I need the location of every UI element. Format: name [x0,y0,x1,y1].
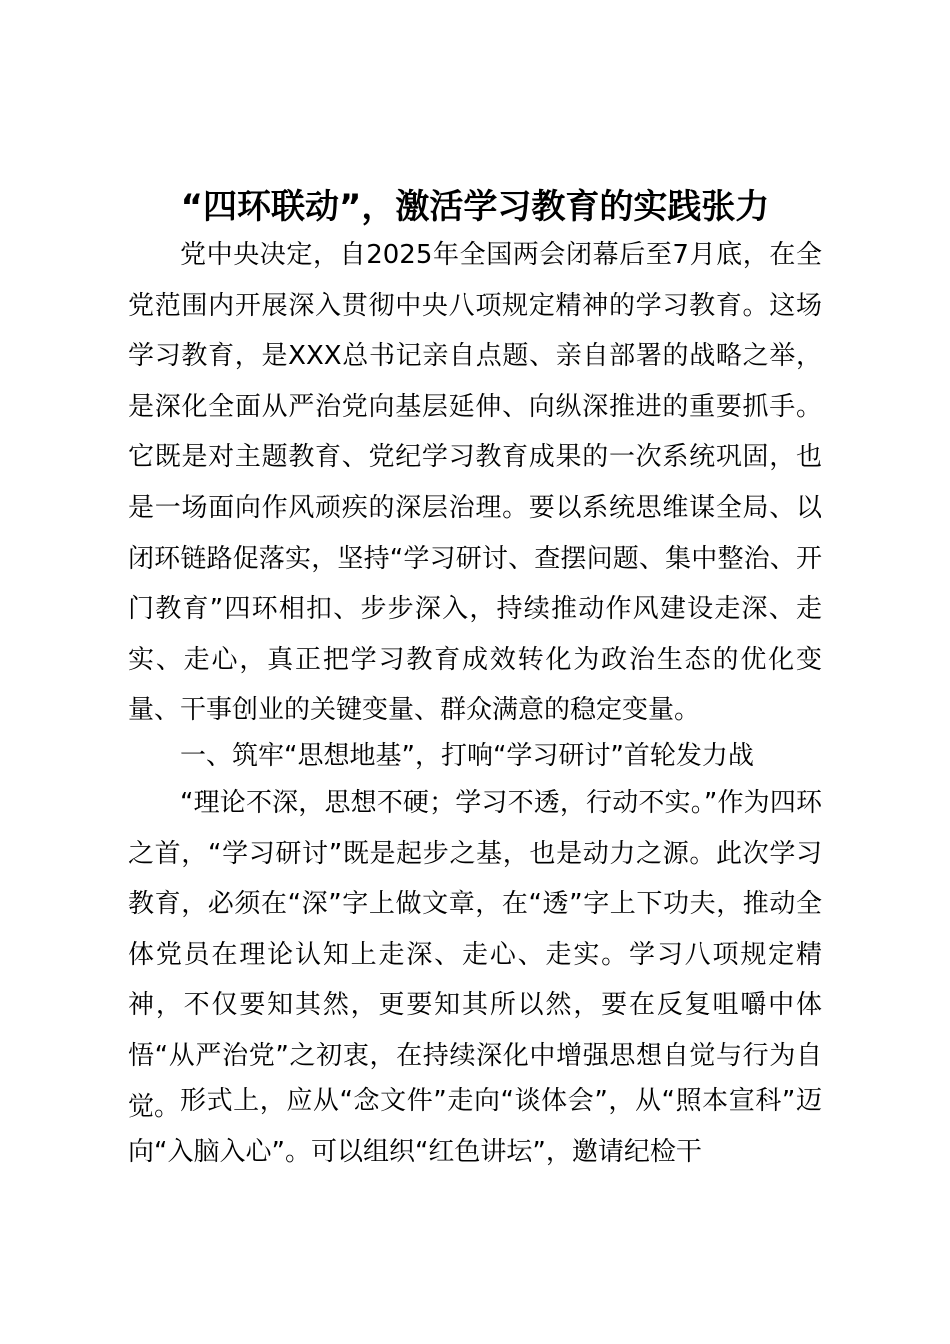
paragraph-intro: 党中央决定，自2025年全国两会闭幕后至7月底，在全党范围内开展深入贯彻中央八项规定精神的学习教育。这场学习教育，是XXX总书记亲自点题、亲自部署的战略之举，是深化全面从严治党向基层延伸、向纵深推进的重要抓手。它既是对主题教育、党纪学习教育成果的一次系统巩固，也是一场面向作风顽疾的深层治理。要以系统思维谋全局、以闭环链路促落实，坚持“学习研讨、查摆问题、集中整治、开门教育”四环相扣、步步深入，持续推动作风建设走深、走实、走心，真正把学习教育成效转化为政治生态的优化变量、干事创业的关键变量、群众满意的稳定变量。 [128,240,822,726]
section-heading-1: 一、筑牢“思想地基”，打响“学习研讨”首轮发力战 [180,741,754,771]
paragraph-format: 形式上，应从“念文件”走向“谈体会”，从“照本宣科”迈向“入脑入心”。可以组织“红色讲坛”，邀请纪检干 [128,1086,822,1167]
document-title: “四环联动”，激活学习教育的实践张力 [180,187,770,227]
paragraph-study-discussion: “理论不深，思想不硬；学习不透，行动不实。”作为四环之首，“学习研讨”既是起步之基，也是动力之源。此次学习教育，必须在“深”字上做文章，在“透”字上下功夫，推动全体党员在理论认知上走深、走心、走实。学习八项规定精神，不仅要知其然，更要知其所以然，要在反复咀嚼中体悟“从严治党”之初衷，在持续深化中增强思想自觉与行为自觉。 [128,788,822,1122]
